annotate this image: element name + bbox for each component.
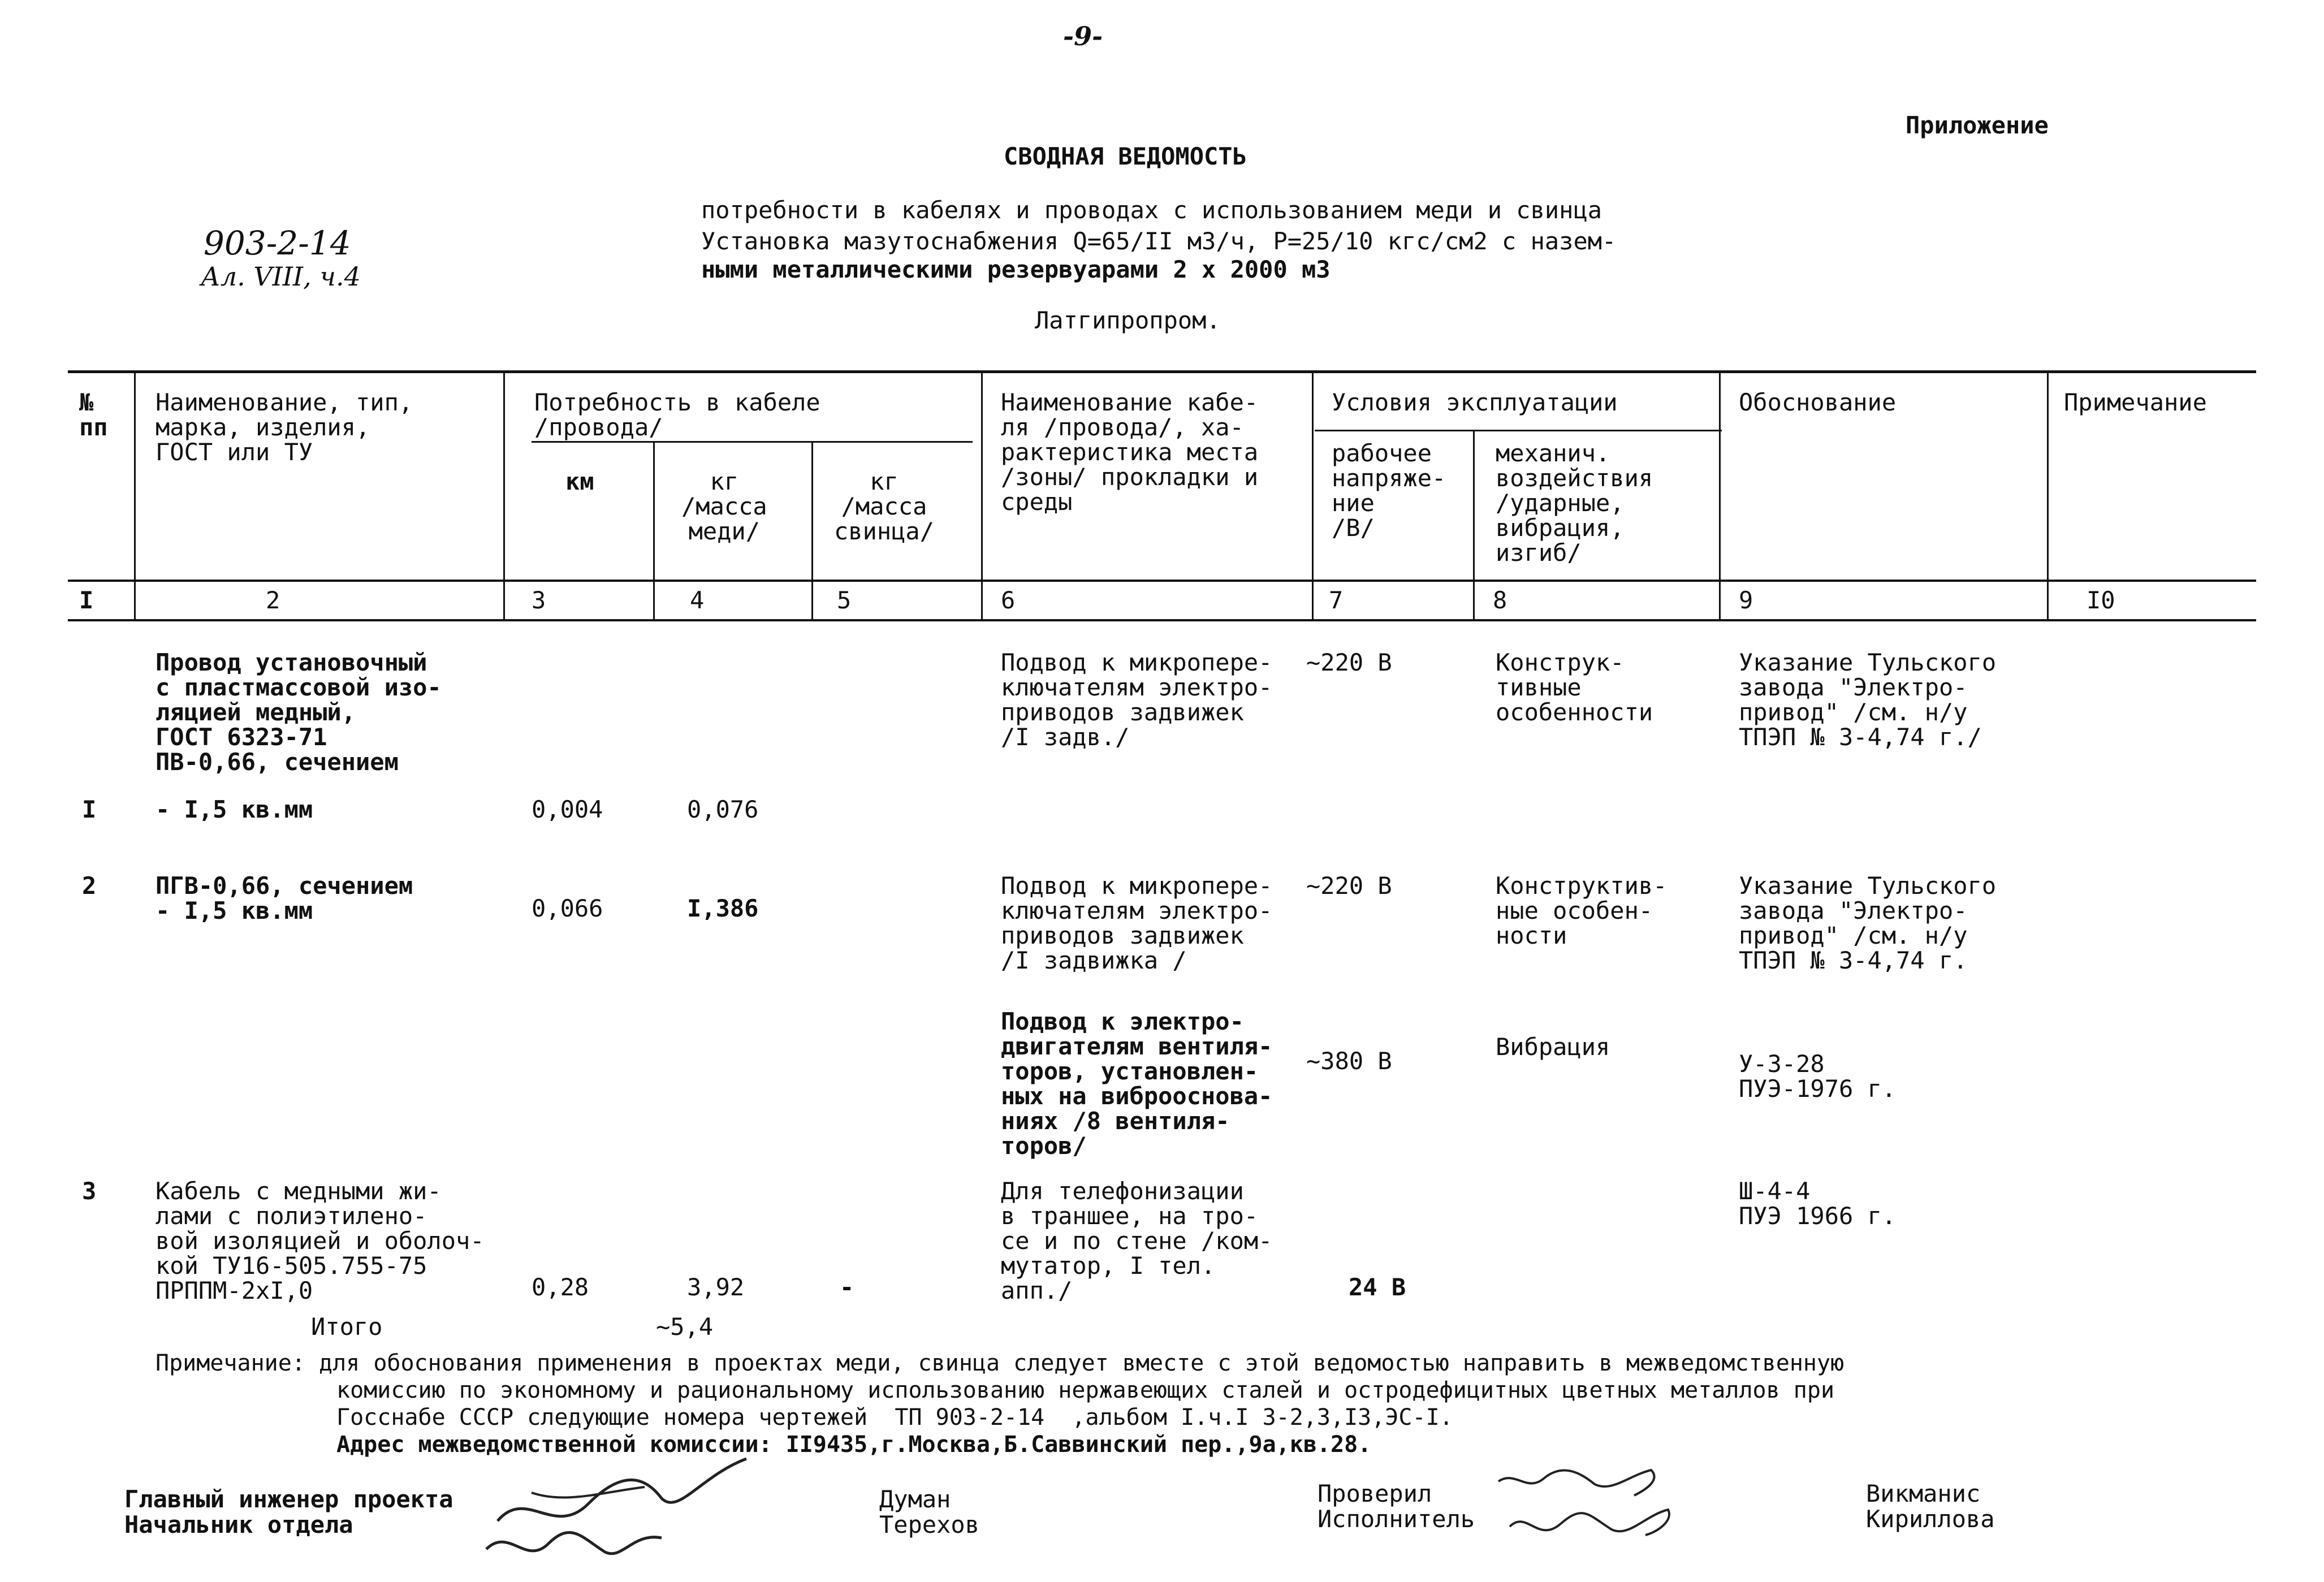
subtitle-line-2: Установка мазутоснабжения Q=65/II м3/ч, Р=25/10 кгс/см2 с назем- xyxy=(701,227,1617,255)
note-line-2: комиссию по экономному и рациональному использованию нержавеющих сталей и остродефицитных цветных металлов при xyxy=(336,1377,1835,1403)
col-number-10: I0 xyxy=(2087,586,2115,614)
subtitle-line-1: потребности в кабелях и проводах с использованием меди и свинца xyxy=(701,196,1602,224)
signature-title-head-of-department: Начальник отдела xyxy=(124,1511,353,1538)
vline-4 xyxy=(811,441,813,621)
need-group-divider xyxy=(532,441,973,443)
col-number-3: 3 xyxy=(532,586,546,614)
row4-cu: 3,92 xyxy=(687,1273,745,1301)
row4-num: 3 xyxy=(82,1177,97,1205)
handwritten-signature-left xyxy=(475,1453,769,1566)
row4-voltage: 24 В xyxy=(1349,1273,1406,1301)
row3-place: Подвод к электро- двигателям вентиля- торов, установлен- ных на виброоснова- ниях /8 вентиля- торов/ xyxy=(1001,1008,1273,1160)
table-top-border xyxy=(68,370,2256,373)
col-number-5: 5 xyxy=(837,586,852,614)
signature-title-checked: Проверил xyxy=(1317,1480,1432,1507)
row0-mech: Конструк- тивные особенности xyxy=(1496,649,1653,727)
vline-8 xyxy=(1719,370,1721,621)
row2-voltage: ~220 В xyxy=(1306,872,1392,900)
row2-km: 0,066 xyxy=(532,894,603,922)
signature-name-kirillova: Кириллова xyxy=(1866,1505,1995,1533)
row0-name: Провод установочный с пластмассовой изо- ляцией медный, ГОСТ 6323-71 ПВ-0,66, сечением xyxy=(155,649,442,776)
col-number-8: 8 xyxy=(1493,586,1507,614)
row4-pb: - xyxy=(840,1273,854,1301)
vline-9 xyxy=(2047,370,2049,621)
row4-km: 0,28 xyxy=(532,1273,589,1301)
total-label: Итого xyxy=(311,1313,383,1341)
header-name: Наименование, тип, марка, изделия, ГОСТ или ТУ xyxy=(155,388,413,466)
col-number-7: 7 xyxy=(1329,586,1344,614)
col-number-1: I xyxy=(79,586,94,614)
note-line-1: Примечание: для обоснования применения в проектах меди, свинца следует вместе с этой ведомостью направить в межведомственную xyxy=(155,1350,1844,1376)
col-number-6: 6 xyxy=(1001,586,1016,614)
row0-place: Подвод к микропере- ключателям электро- приводов задвижек /I задв./ xyxy=(1001,649,1273,751)
row3-voltage: ~380 В xyxy=(1306,1047,1392,1075)
row2-num: 2 xyxy=(82,872,97,900)
header-note: Примечание xyxy=(2064,388,2207,416)
signature-title-executor: Исполнитель xyxy=(1317,1505,1475,1533)
row0-voltage: ~220 В xyxy=(1306,649,1392,676)
header-need-group: Потребность в кабеле /провода/ xyxy=(534,388,820,442)
col-number-4: 4 xyxy=(690,586,705,614)
handwritten-code-line-1: 903-2-14 xyxy=(204,224,351,262)
handwritten-signature-right xyxy=(1493,1459,1679,1555)
header-km: км xyxy=(565,468,594,495)
row2-basis: Указание Тульского завода "Электро- привод" /см. н/у ТПЭП № 3-4,74 г. xyxy=(1739,872,1997,975)
header-pb: кг /масса свинца/ xyxy=(834,468,935,546)
row3-mech: Вибрация xyxy=(1496,1033,1610,1061)
row2-mech: Конструктив- ные особен- ности xyxy=(1496,872,1668,950)
note-line-3: Госснабе СССР следующие номера чертежей ТП 903-2-14 ,альбом I.ч.I 3-2,3,I3,ЭС-I. xyxy=(336,1404,1453,1430)
row1-name: - I,5 кв.мм xyxy=(155,796,313,823)
row2-cu: I,386 xyxy=(687,894,759,922)
note-line-4: Адрес межведомственной комиссии: II9435,г.Москва,Б.Саввинский пер.,9а,кв.28. xyxy=(336,1432,1372,1458)
signature-name-vikmanis: Викманис xyxy=(1866,1480,1981,1507)
col-number-2: 2 xyxy=(266,586,280,614)
vline-7 xyxy=(1473,430,1475,621)
total-value: ~5,4 xyxy=(656,1313,714,1341)
row4-basis: Ш-4-4 ПУЭ 1966 г. xyxy=(1739,1177,1897,1230)
subtitle-line-3: ными металлическими резервуарами 2 х 2000 м3 xyxy=(701,256,1331,283)
row1-num: I xyxy=(82,796,97,823)
cond-group-divider xyxy=(1315,430,1722,431)
organization: Латгипропром. xyxy=(1035,306,1221,334)
header-bottom-border xyxy=(68,580,2256,582)
row3-basis: У-3-28 ПУЭ-1976 г. xyxy=(1739,1050,1897,1103)
vline-3 xyxy=(653,441,655,621)
row4-place: Для телефонизации в траншее, на тро- се и по стене /ком- мутатор, I тел. апп./ xyxy=(1001,1177,1273,1305)
row1-km: 0,004 xyxy=(532,796,603,823)
header-voltage: рабочее напряже- ние /В/ xyxy=(1332,439,1446,542)
vline-1 xyxy=(134,370,136,621)
row2-place: Подвод к микропере- ключателям электро- приводов задвижек /I задвижка / xyxy=(1001,872,1273,975)
appendix-label: Приложение xyxy=(1906,111,2049,139)
page-number: -9- xyxy=(1063,21,1103,51)
vline-6 xyxy=(1312,370,1314,621)
col-numbers-bottom-border xyxy=(68,619,2256,621)
row1-cu: 0,076 xyxy=(687,796,759,823)
header-cond-group: Условия эксплуатации xyxy=(1332,388,1618,416)
signature-name-duman: Думан xyxy=(879,1485,951,1513)
page-title: СВОДНАЯ ВЕДОМОСТЬ xyxy=(1004,142,1247,170)
header-place: Наименование кабе- ля /провода/, ха- рактеристика места /зоны/ прокладки и среды xyxy=(1001,388,1259,516)
vline-2 xyxy=(503,370,505,621)
header-cu: кг /масса меди/ xyxy=(681,468,767,546)
header-num: № пп xyxy=(79,388,108,442)
row4-name: Кабель с медными жи- лами с полиэтилено- вой изоляцией и оболоч- кой ТУ16-505.755-75 ПРППМ-2хI,0 xyxy=(155,1177,485,1305)
signature-title-chief-engineer: Главный инженер проекта xyxy=(124,1485,453,1513)
handwritten-code-line-2: Ал. VIII, ч.4 xyxy=(201,261,361,292)
vline-5 xyxy=(981,370,983,621)
row2-name: ПГВ-0,66, сечением - I,5 кв.мм xyxy=(155,872,413,925)
header-mech: механич. воздействия /ударные, вибрация, изгиб/ xyxy=(1496,439,1653,567)
header-basis: Обоснование xyxy=(1739,388,1897,416)
signature-name-terekhov: Терехов xyxy=(879,1511,980,1538)
row0-basis: Указание Тульского завода "Электро- привод" /см. н/у ТПЭП № 3-4,74 г./ xyxy=(1739,649,1997,751)
col-number-9: 9 xyxy=(1739,586,1753,614)
